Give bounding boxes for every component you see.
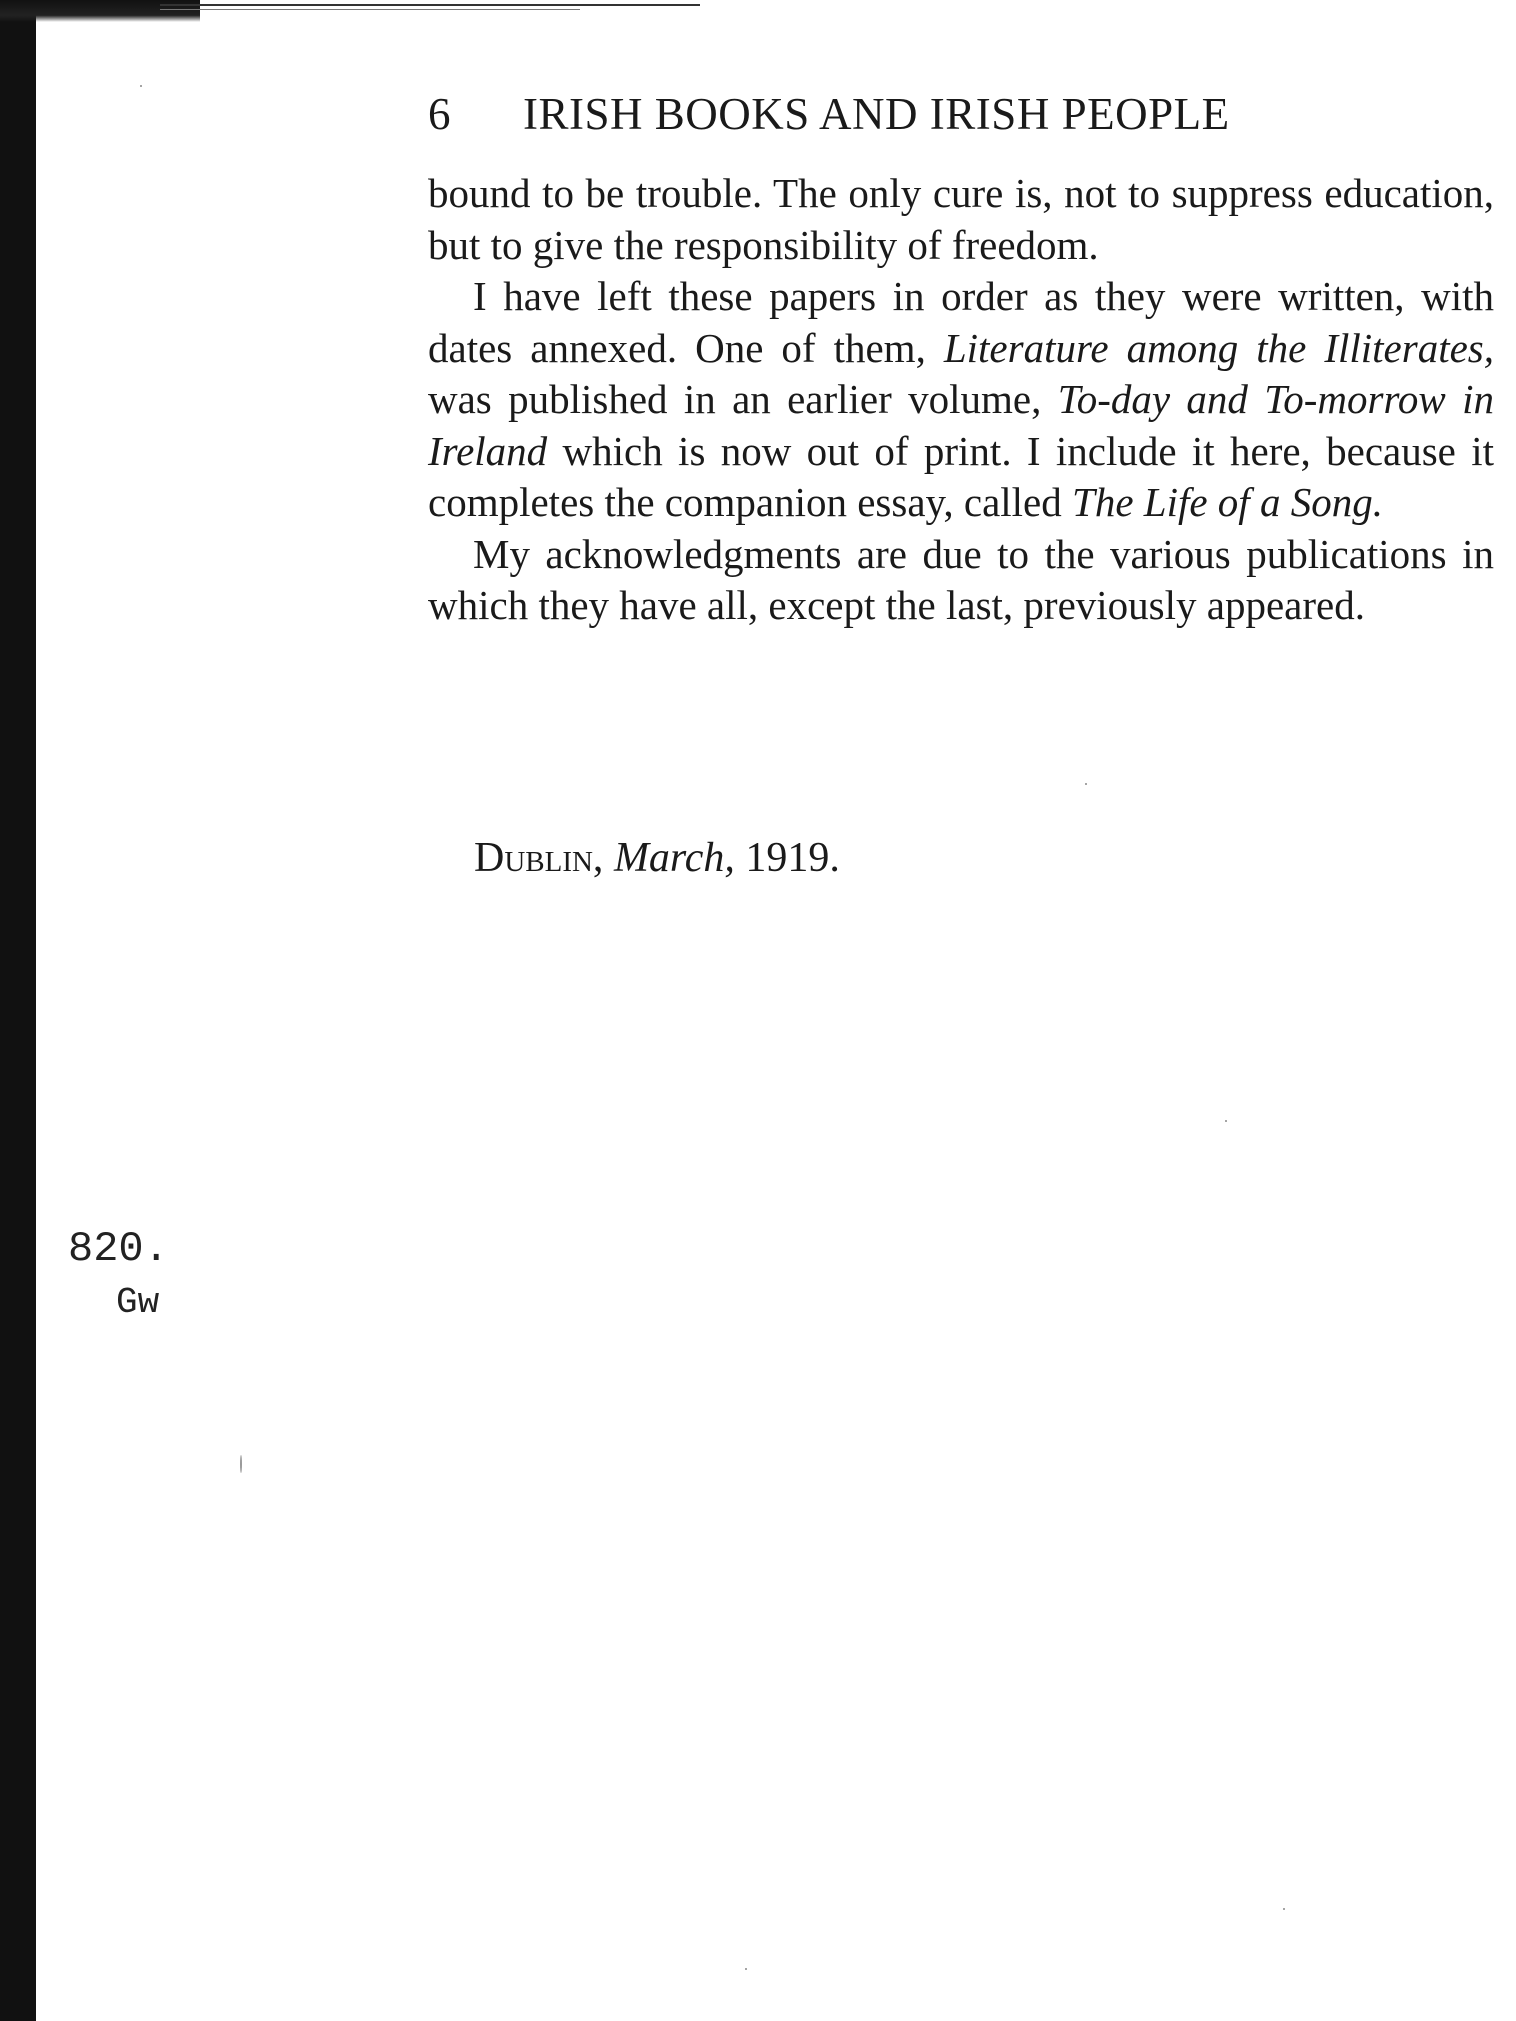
library-call-number — [68, 1222, 169, 1330]
scan-speck — [140, 85, 142, 87]
paragraph-2 — [428, 271, 1494, 529]
scan-edge-line-secondary — [160, 9, 580, 10]
paragraph-2-text-a: I have left these papers in order as they were written, with dates annexed. One of them, — [428, 273, 1494, 371]
paragraph-2-title-today: To-day and To-morrow in Ireland — [428, 376, 1494, 474]
signoff-year: 1919. — [745, 835, 840, 881]
scan-speck — [745, 1968, 747, 1970]
paragraph-1 — [428, 168, 1494, 271]
scan-speck — [240, 1455, 242, 1473]
call-number-line-2: Gw — [116, 1282, 160, 1323]
running-title: IRISH BOOKS AND IRISH PEOPLE — [523, 89, 1230, 139]
paragraph-2-title-song: The Life of a Song. — [1072, 479, 1383, 525]
signoff — [474, 834, 840, 882]
signoff-place: Dublin, — [474, 835, 604, 881]
scan-speck — [1085, 783, 1087, 785]
paragraph-2-text-c: which is now out of print. I include it here, because it completes the companion essay, called — [428, 427, 1494, 525]
running-head — [428, 84, 1508, 144]
call-number-line-1: 820. — [68, 1225, 169, 1273]
body-text — [428, 168, 1494, 632]
scan-speck — [1225, 1120, 1227, 1122]
page-number: 6 — [428, 89, 451, 139]
signoff-month: March, — [613, 835, 735, 881]
paragraph-3 — [428, 529, 1494, 632]
paragraph-1-text: bound to be trouble. The only cure is, not to suppress education, but to give the responsibility of freedom. — [428, 170, 1494, 268]
scan-speck — [1283, 1908, 1285, 1910]
paragraph-2-text-b: was published in an earlier volume, — [428, 376, 1058, 422]
binding-shadow — [0, 0, 36, 2021]
paragraph-2-title-literature: Literature among the Illiterates, — [943, 324, 1495, 371]
scan-edge-line — [160, 4, 700, 6]
paragraph-3-text: My acknowledgments are due to the various publications in which they have all, except the last, previously appeared. — [428, 530, 1494, 628]
